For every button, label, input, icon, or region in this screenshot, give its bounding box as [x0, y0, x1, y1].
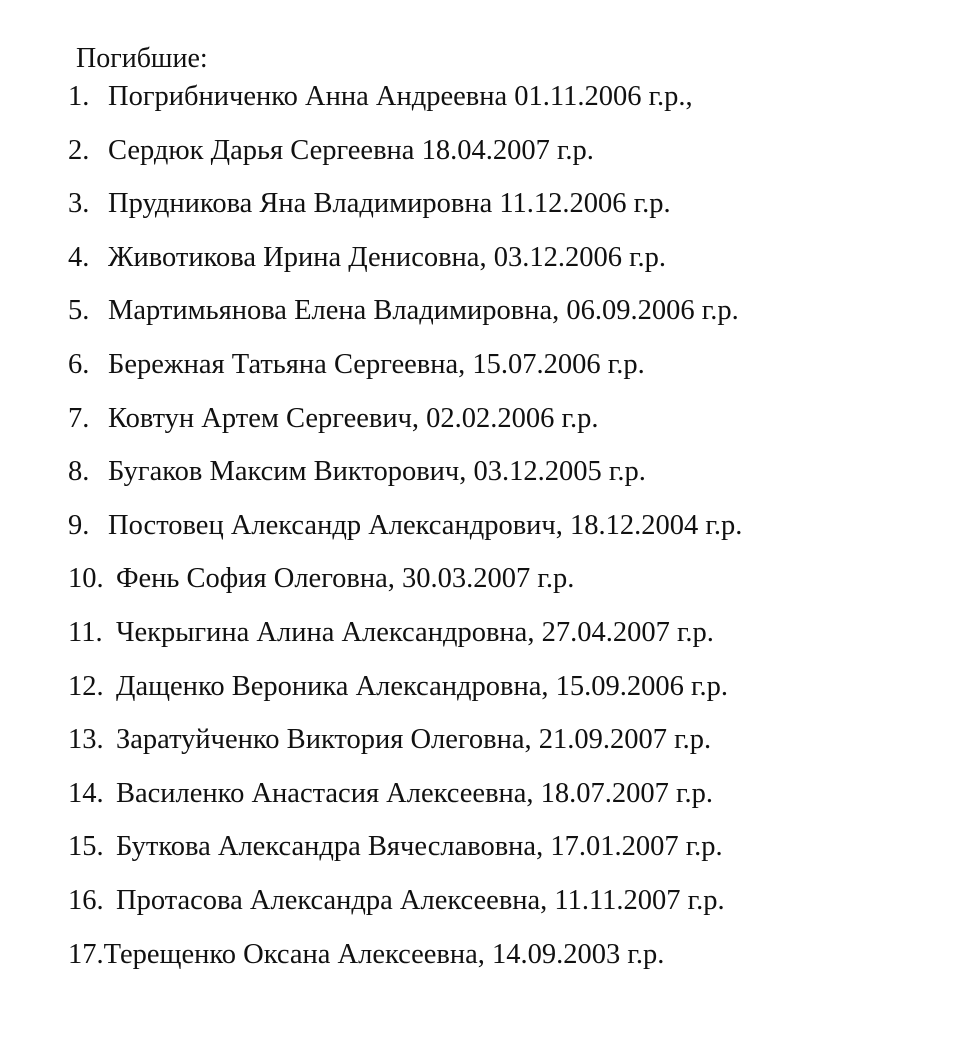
- list-item-number: 9.: [68, 509, 90, 541]
- list-item: [68, 669, 742, 723]
- list-item-number: 8.: [68, 456, 90, 488]
- list-item: [68, 829, 742, 883]
- list-item-number: 3.: [68, 188, 90, 220]
- list-item-text: Ковтун Артем Сергеевич, 02.02.2006 г.р.: [108, 402, 599, 434]
- list-item-text: Чекрыгина Алина Александровна, 27.04.2007 г.р.: [116, 616, 714, 648]
- list-item-number: 12.: [68, 670, 104, 702]
- list-item-number: 1.: [68, 81, 90, 112]
- list-item-text: Сердюк Дарья Сергеевна 18.04.2007 г.р.: [108, 134, 594, 166]
- list-item: [68, 883, 742, 937]
- list-item: [68, 508, 742, 562]
- list-item-text: Дащенко Вероника Александровна, 15.09.2006 г.р.: [116, 670, 729, 702]
- list-item-text: Буткова Александра Вячеславовна, 17.01.2007 г.р.: [116, 831, 723, 863]
- list-item-text: Животикова Ирина Денисовна, 03.12.2006 г.р.: [108, 241, 667, 273]
- list-item-text: Василенко Анастасия Алексеевна, 18.07.2007 г.р.: [116, 777, 714, 809]
- list-item-number: 4.: [68, 241, 90, 273]
- list-item-text: Бугаков Максим Викторович, 03.12.2005 г.р.: [108, 456, 646, 488]
- list-item: [68, 561, 742, 615]
- list-item-text: Заратуйченко Виктория Олеговна, 21.09.2007 г.р.: [116, 724, 712, 756]
- list-item-text: Постовец Александр Александрович, 18.12.2004 г.р.: [108, 509, 743, 541]
- list-item-text: Протасова Александра Алексеевна, 11.11.2007 г.р.: [116, 884, 725, 916]
- list-item: [68, 133, 742, 187]
- victims-list: [68, 79, 742, 990]
- list-item-number: 10.: [68, 563, 104, 595]
- list-item: [68, 937, 742, 991]
- document-heading: Погибшие:: [76, 43, 208, 74]
- list-item-number: 2.: [68, 134, 90, 166]
- list-item: [68, 293, 742, 347]
- list-item: [68, 454, 742, 508]
- list-item-number: 17.: [68, 938, 104, 970]
- list-item: [68, 79, 742, 133]
- list-item: [68, 776, 742, 830]
- list-item-number: 7.: [68, 402, 90, 434]
- list-item: [68, 186, 742, 240]
- list-item-text: Погрибниченко Анна Андреевна 01.11.2006 г.р.,: [108, 81, 693, 112]
- list-item-number: 16.: [68, 884, 104, 916]
- list-item-text: Терещенко Оксана Алексеевна, 14.09.2003 г.р.: [103, 938, 665, 970]
- list-item-number: 6.: [68, 348, 90, 380]
- list-item-number: 11.: [68, 616, 103, 648]
- list-item-text: Мартимьянова Елена Владимировна, 06.09.2006 г.р.: [108, 295, 739, 327]
- list-item-number: 14.: [68, 777, 104, 809]
- list-item-number: 5.: [68, 295, 90, 327]
- list-item: [68, 401, 742, 455]
- list-item: [68, 240, 742, 294]
- list-item-text: Бережная Татьяна Сергеевна, 15.07.2006 г.р.: [108, 348, 645, 380]
- list-item: [68, 722, 742, 776]
- list-item-number: 15.: [68, 831, 104, 863]
- list-item-number: 13.: [68, 724, 104, 756]
- list-item: [68, 615, 742, 669]
- list-item: [68, 347, 742, 401]
- list-item-text: Фень София Олеговна, 30.03.2007 г.р.: [116, 563, 575, 595]
- list-item-text: Прудникова Яна Владимировна 11.12.2006 г.р.: [108, 188, 671, 220]
